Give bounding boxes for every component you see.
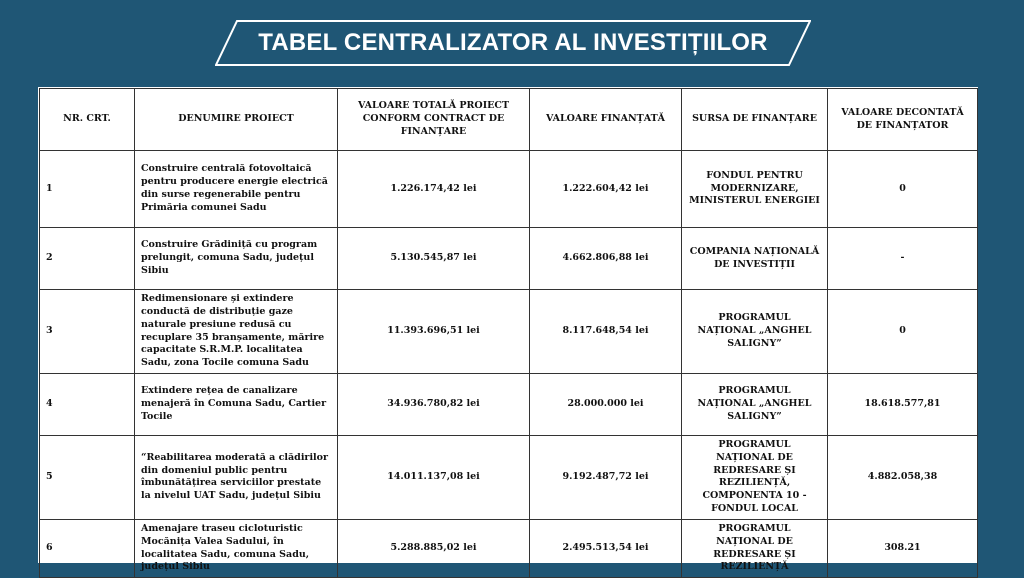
header-nr-crt: NR. CRT.: [40, 89, 135, 151]
cell-funding-source: COMPANIA NAȚIONALĂ DE INVESTIȚII: [682, 228, 828, 290]
table-row: [40, 228, 978, 290]
header-settled-value: VALOARE DECONTATĂ DE FINANȚATOR: [828, 89, 978, 151]
cell-financed-value: 8.117.648,54 lei: [530, 290, 682, 374]
cell-settled-value: 308.21: [828, 519, 978, 577]
cell-settled-value: 0: [828, 151, 978, 228]
cell-project-name: Redimensionare și extindere conductă de distribuție gaze naturale presiune redusă cu recuplare 35 branșamente, mărire capacitate S.R.M.P. localitatea Sadu, zona Tocile comuna Sadu: [135, 290, 338, 374]
cell-funding-source: PROGRAMUL NAȚIONAL „ANGHEL SALIGNY”: [682, 290, 828, 374]
cell-nr: 2: [40, 228, 135, 290]
cell-financed-value: 4.662.806,88 lei: [530, 228, 682, 290]
table-header-row: [40, 89, 978, 151]
header-funding-source: SURSA DE FINANȚARE: [682, 89, 828, 151]
table-row: [40, 374, 978, 436]
cell-project-name: Extindere rețea de canalizare menajeră în Comuna Sadu, Cartier Tocile: [135, 374, 338, 436]
investments-sheet: [38, 87, 978, 573]
cell-total-value: 5.288.885,02 lei: [338, 519, 530, 577]
cell-financed-value: 28.000.000 lei: [530, 374, 682, 436]
cell-financed-value: 1.222.604,42 lei: [530, 151, 682, 228]
cell-project-name: Amenajare traseu cicloturistic Mocănița Valea Sadului, în localitatea Sadu, comuna Sadu, județul Sibiu: [135, 519, 338, 577]
header-financed-value: VALOARE FINANȚATĂ: [530, 89, 682, 151]
cell-total-value: 34.936.780,82 lei: [338, 374, 530, 436]
table-row: [40, 519, 978, 577]
cell-nr: 1: [40, 151, 135, 228]
cell-project-name: Construire centrală fotovoltaică pentru producere energie electrică din surse regenerabile pentru Primăria comunei Sadu: [135, 151, 338, 228]
cell-project-name: “Reabilitarea moderată a clădirilor din domeniul public pentru îmbunătățirea serviciilor prestate la nivelul UAT Sadu, județul Sibiu: [135, 436, 338, 520]
table-row: [40, 436, 978, 520]
cell-nr: 3: [40, 290, 135, 374]
cell-settled-value: 4.882.058,38: [828, 436, 978, 520]
cell-total-value: 14.011.137,08 lei: [338, 436, 530, 520]
cell-financed-value: 9.192.487,72 lei: [530, 436, 682, 520]
cell-financed-value: 2.495.513,54 lei: [530, 519, 682, 577]
title-banner: [215, 20, 811, 66]
cell-nr: 5: [40, 436, 135, 520]
cell-settled-value: 18.618.577,81: [828, 374, 978, 436]
cell-project-name: Construire Grădiniță cu program prelungit, comuna Sadu, județul Sibiu: [135, 228, 338, 290]
cell-total-value: 1.226.174,42 lei: [338, 151, 530, 228]
cell-funding-source: PROGRAMUL NAȚIONAL DE REDRESARE ȘI REZILIENȚĂ: [682, 519, 828, 577]
cell-total-value: 5.130.545,87 lei: [338, 228, 530, 290]
header-project-name: DENUMIRE PROIECT: [135, 89, 338, 151]
cell-settled-value: -: [828, 228, 978, 290]
cell-nr: 4: [40, 374, 135, 436]
cell-settled-value: 0: [828, 290, 978, 374]
table-row: [40, 290, 978, 374]
page-title: TABEL CENTRALIZATOR AL INVESTIȚIILOR: [258, 29, 768, 56]
table-row: [40, 151, 978, 228]
cell-funding-source: PROGRAMUL NAȚIONAL „ANGHEL SALIGNY”: [682, 374, 828, 436]
cell-funding-source: FONDUL PENTRU MODERNIZARE, MINISTERUL ENERGIEI: [682, 151, 828, 228]
header-total-value: VALOARE TOTALĂ PROIECT CONFORM CONTRACT DE FINANȚARE: [338, 89, 530, 151]
investments-table: [39, 88, 978, 578]
cell-funding-source: PROGRAMUL NAȚIONAL DE REDRESARE ȘI REZILIENȚĂ, COMPONENTA 10 - FONDUL LOCAL: [682, 436, 828, 520]
cell-nr: 6: [40, 519, 135, 577]
cell-total-value: 11.393.696,51 lei: [338, 290, 530, 374]
